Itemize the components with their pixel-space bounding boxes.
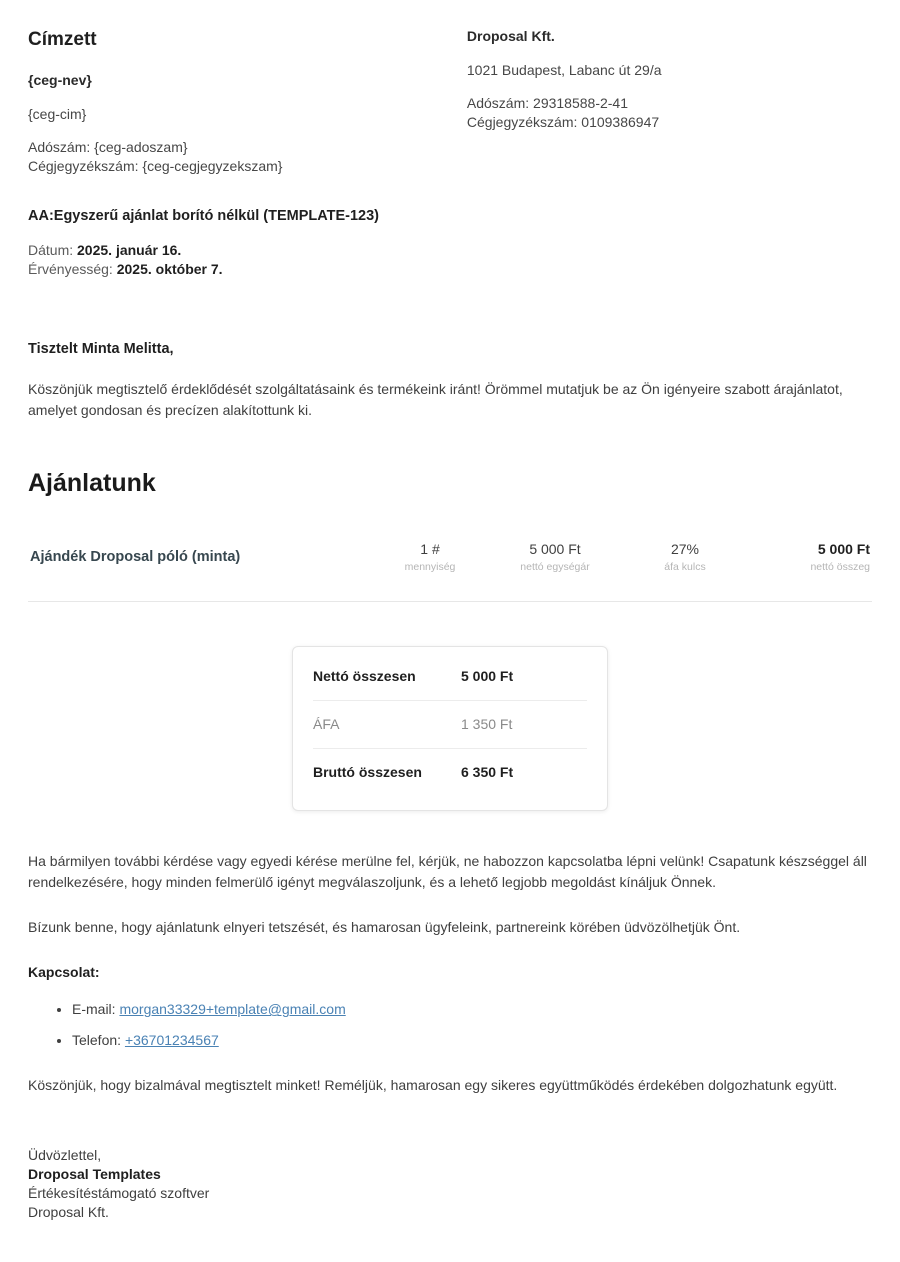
sender-reg-value: 0109386947 [581,114,660,130]
recipient-tax-value: {ceg-adoszam} [94,138,188,155]
proposal-title: AA:Egyszerű ajánlat borító nélkül (TEMPLATE-123) [28,207,380,224]
sender-reg-label: Cégjegyzékszám: [466,114,578,130]
item-unit-price-value: 5 000 Ft [529,540,581,557]
item-vat-label: áfa kulcs [664,560,706,573]
contact-list [72,999,872,1051]
recipient-heading: Címzett [28,29,97,50]
summary-vat-value: 1 350 Ft [461,716,513,733]
signature-block [28,1146,872,1222]
sender-tax-line [467,94,872,113]
item-quantity-label: mennyiség [404,560,456,573]
recipient-tax-line [28,138,433,157]
offer-item-row [28,531,872,603]
document-header [28,26,872,176]
summary-row-net [313,653,587,701]
email-link[interactable]: morgan33329+template@gmail.com [119,1001,346,1018]
recipient-name: {ceg-nev} [28,71,92,88]
recipient-block [28,26,433,176]
date-label: Dátum: [28,242,74,259]
summary-net-value: 5 000 Ft [461,668,514,685]
recipient-reg-line [28,157,433,176]
validity-value: 2025. október 7. [116,261,223,278]
item-total-col [740,541,870,576]
sender-tax-value: 29318588-2-41 [533,95,629,111]
validity-label: Érvényesség: [28,261,113,278]
date-value: 2025. január 16. [77,242,182,259]
sender-address: 1021 Budapest, Labanc út 29/a [466,62,662,78]
signature-company: Droposal Kft. [28,1204,109,1221]
signature-name: Droposal Templates [28,1166,161,1183]
summary-row-gross [313,749,587,796]
closing-paragraph-2: Bízunk benne, hogy ajánlatunk elnyeri tetszését, és hamarosan ügyfeleink, partnereink körében üdvözölhetjük Önt. [28,919,741,936]
totals-summary-card [292,646,608,811]
item-name: Ajándék Droposal póló (minta) [30,549,241,565]
sender-tax-label: Adószám: [466,95,530,111]
contact-phone-label: Telefon: [72,1032,122,1049]
contact-email-label: E-mail: [72,1001,116,1018]
thanks-paragraph: Köszönjük, hogy bizalmával megtisztelt minket! Reméljük, hamarosan egy sikeres együttműködés érdekében dolgozhatunk együtt. [28,1077,838,1094]
offer-heading: Ajánlatunk [28,469,156,497]
summary-row-vat [313,701,587,749]
sender-block [467,26,872,176]
signoff: Üdvözlettel, [28,1147,102,1164]
item-quantity-value: 1 # [420,540,440,557]
item-vat-col [630,541,740,576]
recipient-reg-label: Cégjegyzékszám: [28,157,139,174]
summary-vat-label: ÁFA [313,716,340,733]
item-total-label: nettó összeg [810,560,870,573]
recipient-address: {ceg-cim} [28,105,87,122]
summary-gross-label: Bruttó összesen [313,764,422,781]
recipient-reg-value: {ceg-cegjegyzekszam} [142,157,283,174]
greeting: Tisztelt Minta Melitta, [28,341,174,358]
closing-paragraph-1: Ha bármilyen további kérdése vagy egyedi kérése merülne fel, kérjük, ne habozzon kapcsolatba lépni velünk! Csapatunk készséggel áll rendelkezésére, hogy minden felmerülő igényt megválaszoljunk, és a lehető legjobb megoldást kínáljuk Önnek. [28,853,867,891]
summary-net-label: Nettó összesen [313,668,416,685]
contact-phone-item [72,1030,872,1051]
signature-role: Értékesítéstámogató szoftver [28,1185,210,1202]
sender-reg-line [467,113,872,132]
contact-heading: Kapcsolat: [28,964,100,981]
item-unit-price-col [480,541,630,576]
proposal-meta [28,241,872,279]
item-quantity-col [380,541,480,576]
proposal-validity-line [28,260,872,279]
proposal-date-line [28,241,872,260]
recipient-tax-label: Adószám: [28,138,91,155]
intro-paragraph: Köszönjük megtisztelő érdeklődését szolgáltatásaink és termékeink iránt! Örömmel mutatjuk be az Ön igényeire szabott árajánlatot, amelyet gondosan és precízen alakítottunk ki. [28,381,843,418]
item-vat-value: 27% [670,540,700,557]
phone-link[interactable]: +36701234567 [124,1032,219,1049]
contact-email-item [72,999,872,1020]
item-unit-price-label: nettó egységár [520,560,590,573]
sender-name: Droposal Kft. [466,28,555,44]
item-total-value: 5 000 Ft [817,540,870,557]
summary-gross-value: 6 350 Ft [461,764,514,781]
